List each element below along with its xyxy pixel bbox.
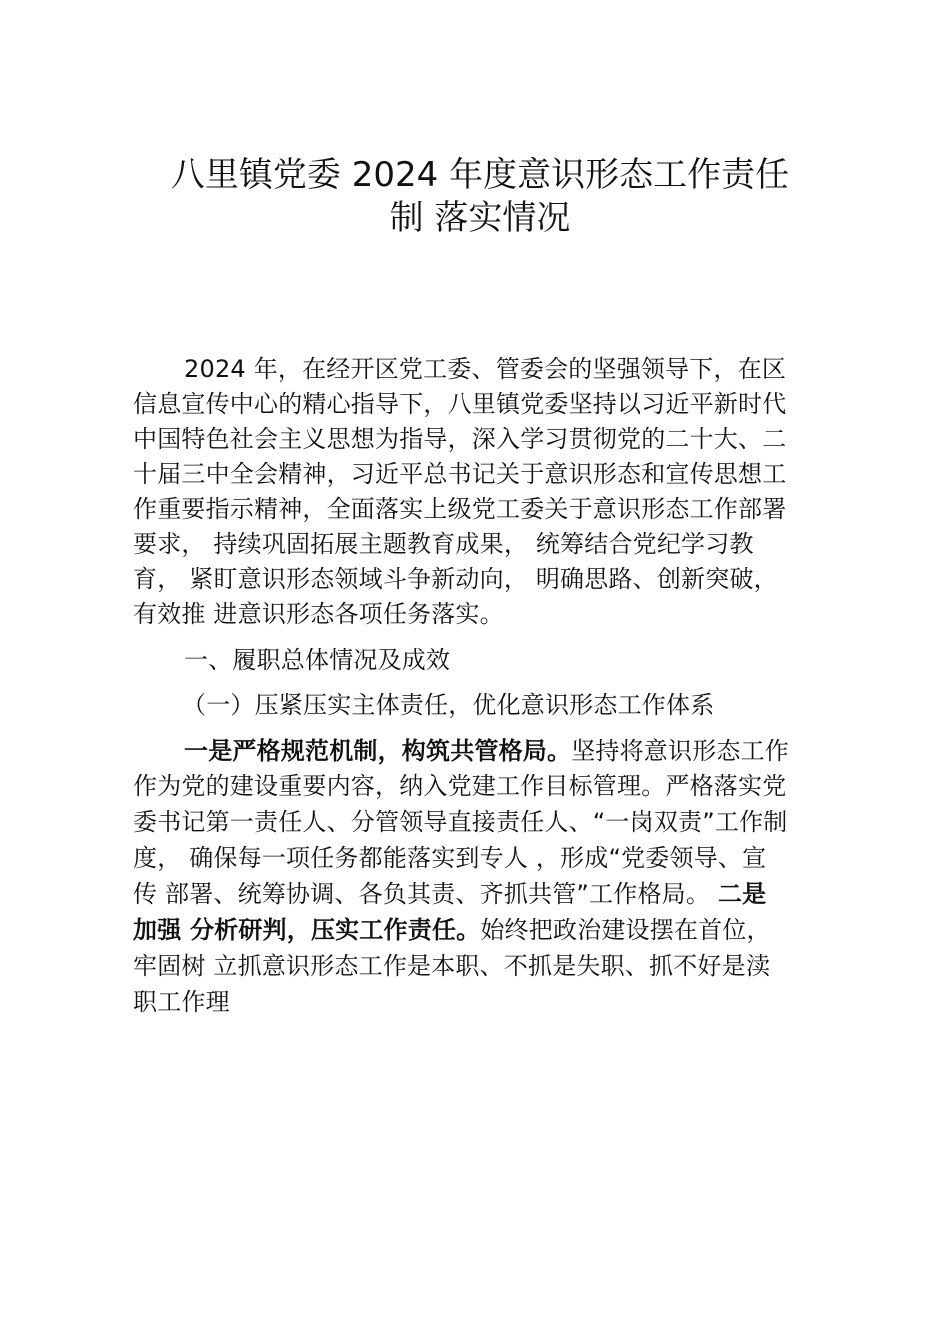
document-title-line-1: 八里镇党委 2024 年度意识形态工作责任: [170, 155, 790, 195]
body-line-3: 委书记第一责任人、分管领导直接责任人、“一岗双责”工作制: [133, 808, 788, 836]
body-line-1: [184, 734, 789, 768]
body-line-6: [133, 913, 771, 947]
intro-line-6: 要求， 持续巩固拓展主题教育成果， 统筹结合党纪学习教: [133, 530, 754, 558]
body-line-1-bold: 一是严格规范机制，构筑共管格局。: [184, 737, 572, 765]
intro-line-5: 作重要指示精神，全面落实上级党工委关于意识形态工作部署: [133, 495, 787, 523]
intro-line-1: 2024 年，在经开区党工委、管委会的坚强领导下，在区: [184, 355, 787, 383]
intro-line-3: 中国特色社会主义思想为指导，深入学习贯彻党的二十大、二: [133, 425, 787, 453]
subsection-heading: （一）压紧压实主体责任，优化意识形态工作体系: [182, 691, 715, 719]
body-line-1-text: 坚持将意识形态工作: [571, 737, 790, 765]
body-line-5-bold: 二是: [717, 880, 767, 908]
body-line-5-text: 传 部署、统筹协调、各负其责、齐抓共管”工作格局。: [133, 880, 718, 908]
body-line-6-bold: 加强 分析研判，压实工作责任。: [133, 916, 481, 944]
intro-line-8: 有效推 进意识形态各项任务落实。: [133, 600, 504, 628]
section-heading: 一、履职总体情况及成效: [184, 646, 451, 674]
body-line-2: 作为党的建设重要内容，纳入党建工作目标管理。严格落实党: [133, 772, 787, 800]
body-line-4: 度， 确保每一项任务都能落实到专人 ，形成“党委领导、宣: [133, 844, 767, 872]
intro-line-7: 育， 紧盯意识形态领域斗争新动向， 明确思路、创新突破，: [133, 565, 778, 593]
intro-line-2: 信息宣传中心的精心指导下，八里镇党委坚持以习近平新时代: [133, 390, 787, 418]
intro-line-4: 十届三中全会精神，习近平总书记关于意识形态和宣传思想工: [133, 460, 787, 488]
document-title-line-2: 制 落实情况: [389, 198, 571, 238]
body-line-8: 职工作理: [133, 988, 230, 1016]
body-line-6-text: 始终把政治建设摆在首位，: [480, 916, 771, 944]
body-line-7: 牢固树 立抓意识形态工作是本职、不抓是失职、抓不好是渎: [133, 952, 771, 980]
body-line-5: [133, 877, 766, 911]
